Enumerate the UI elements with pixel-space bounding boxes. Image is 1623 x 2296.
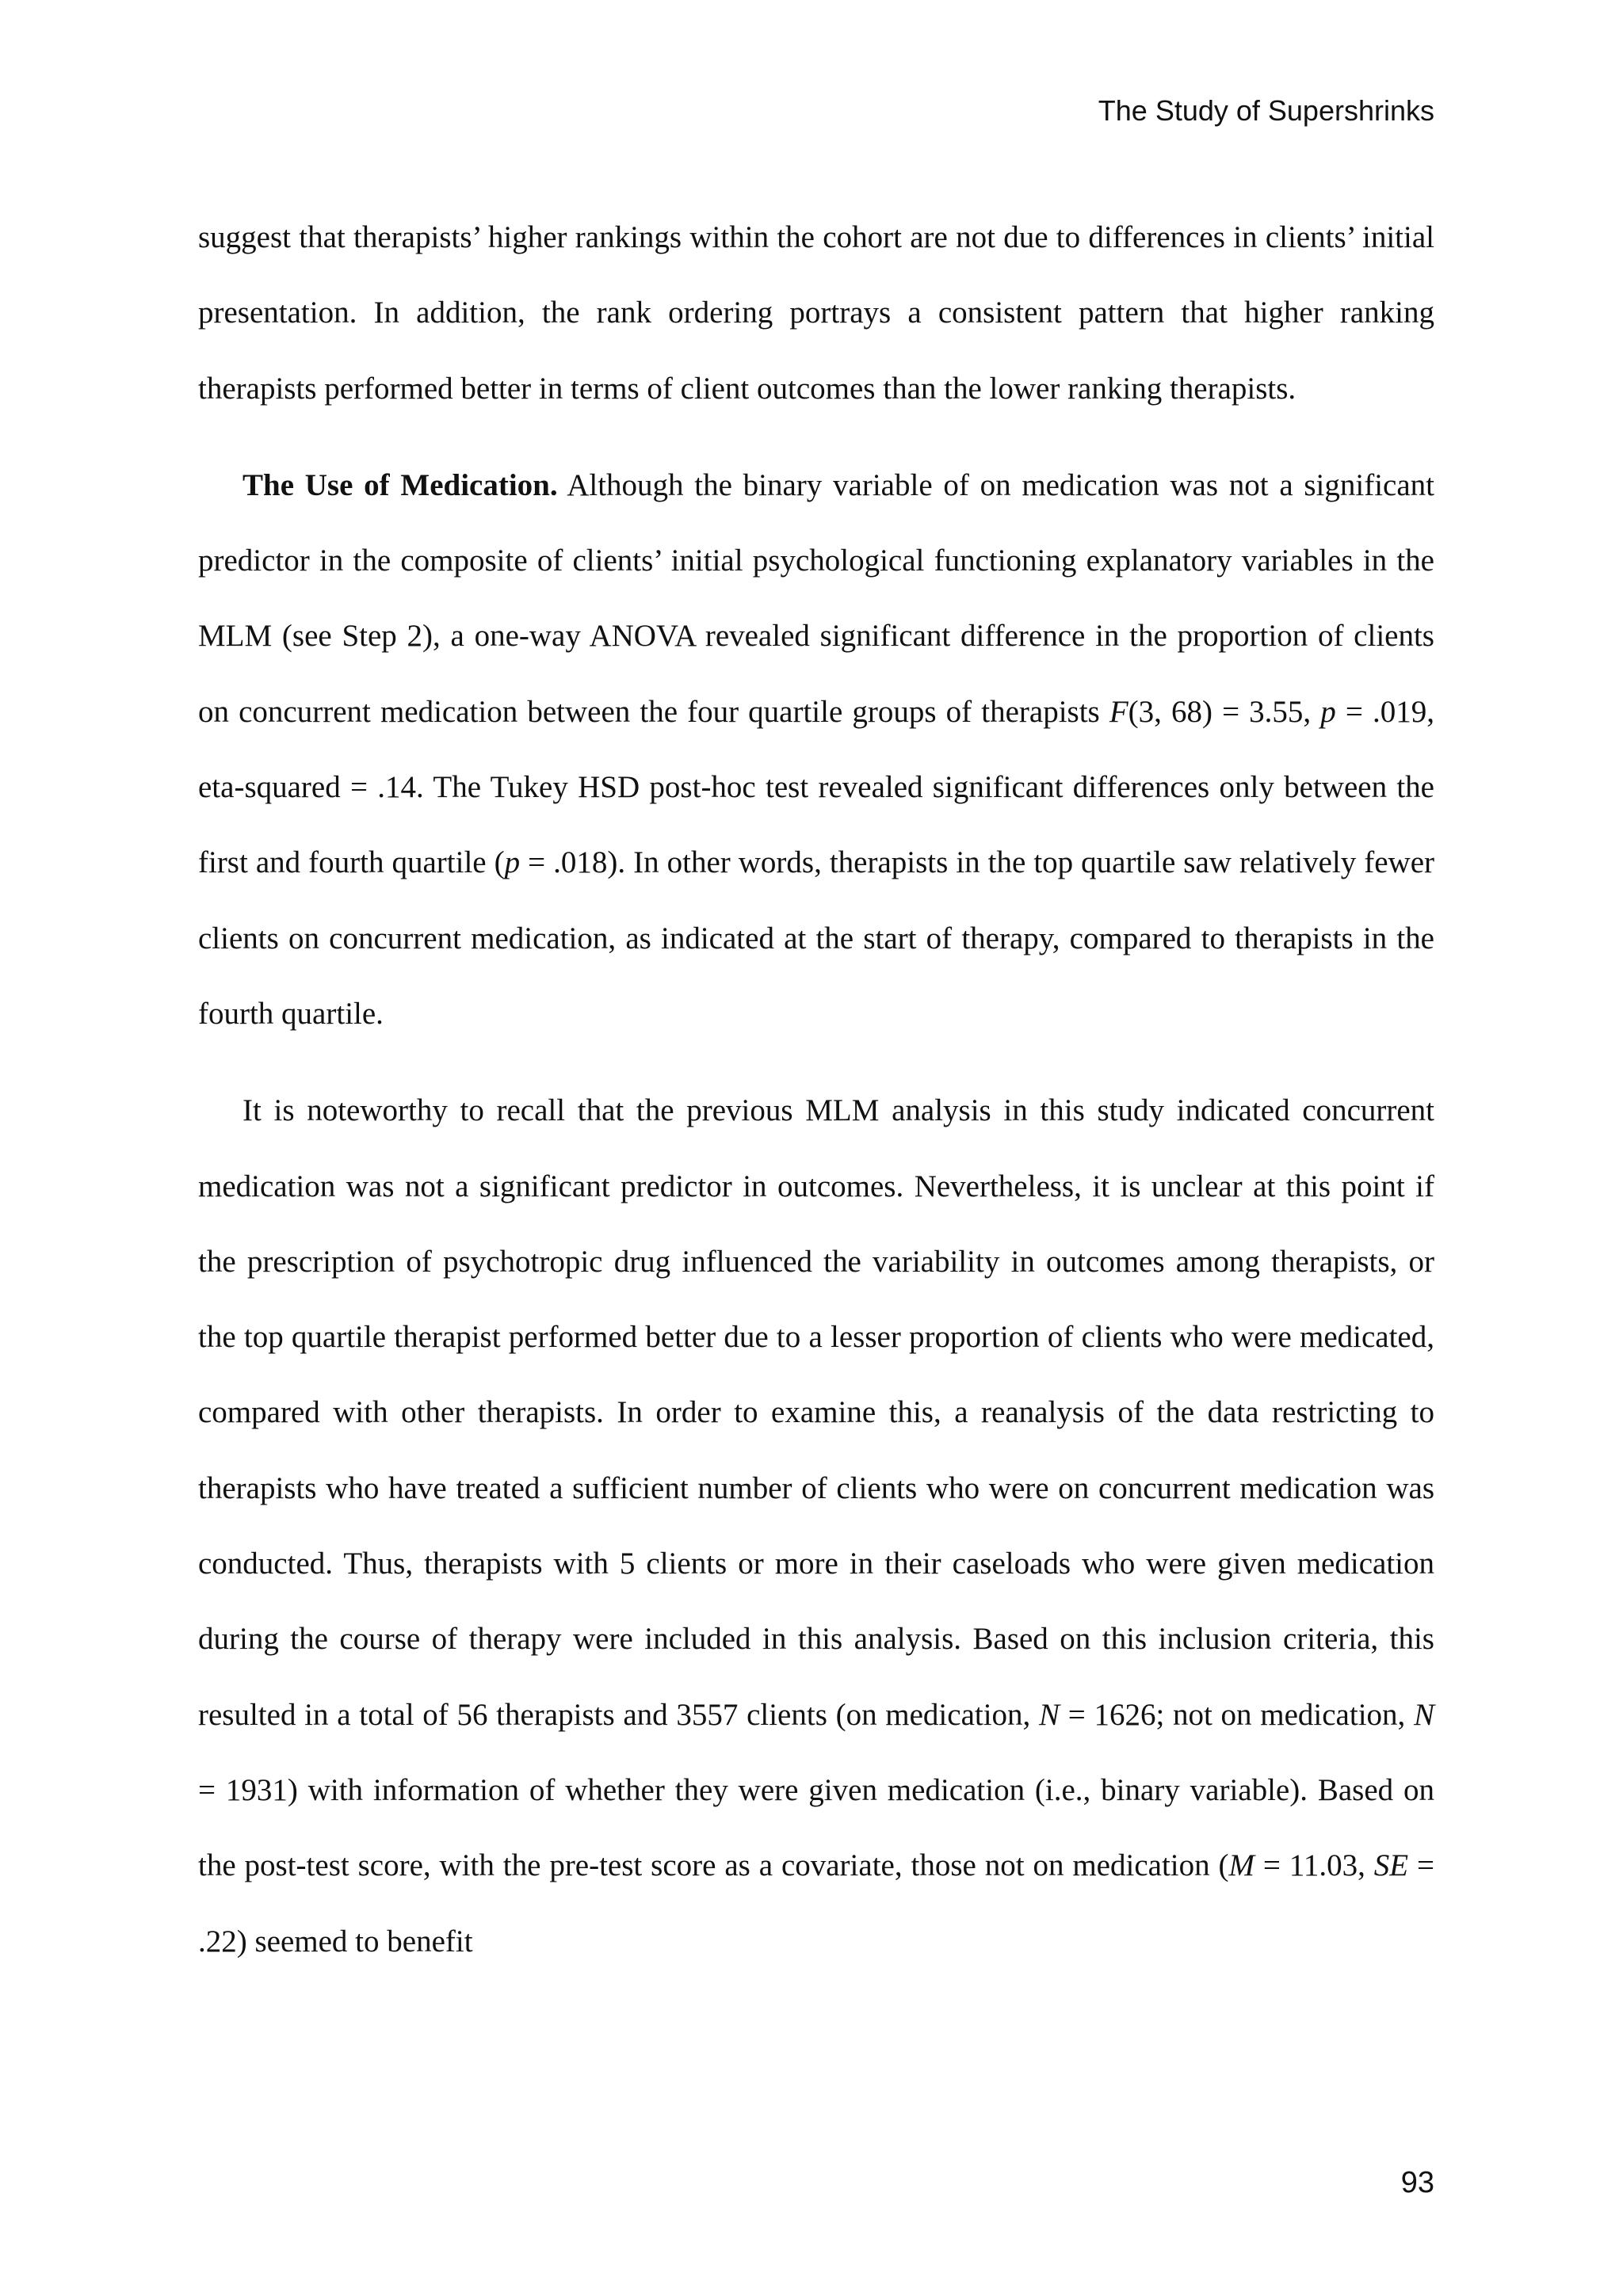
text-run: = .019, eta-squared = .14. The Tukey HSD post-hoc test revealed significant differences only between the first and fourth quartile ( xyxy=(198,694,1434,880)
text-run: = 11.03, xyxy=(1254,1848,1374,1883)
stat-symbol-p: p xyxy=(1320,694,1336,729)
section-heading-medication: The Use of Medication. xyxy=(242,467,558,502)
stat-symbol-m: M xyxy=(1228,1848,1255,1883)
text-run: = .22) seemed to benefit xyxy=(198,1848,1434,1958)
text-run: = .018). In other words, therapists in the top quartile saw relatively fewer clients on concurrent medication, as indicated at the start of therapy, compared to therapists in the fourth quartile. xyxy=(198,845,1434,1031)
stat-symbol-p: p xyxy=(504,845,521,880)
text-run: Although the binary variable of on medication was not a significant predictor in the composite of clients’ initial psychological functioning explanatory variables in the MLM (see Step 2), a one-way ANOVA revealed significant difference in the proportion of clients on concurrent medication between the four quartile groups of therapists xyxy=(198,467,1435,729)
text-run: It is noteworthy to recall that the previous MLM analysis in this study indicated concurrent medication was not a significant predictor in outcomes. Nevertheless, it is unclear at this point if the prescription of psychotropic drug influenced the variability in outcomes among therapists, or the top quartile therapist performed better due to a lesser proportion of clients who were medicated, compared with other therapists. In order to examine this, a reanalysis of the data restricting to therapists who have treated a sufficient number of clients who were on concurrent medication was conducted. Thus, therapists with 5 clients or more in their caseloads who were given medication during the course of therapy were included in this analysis. Based on this inclusion criteria, this resulted in a total of 56 therapists and 3557 clients (on medication, xyxy=(198,1093,1434,1732)
text-run: (3, 68) = 3.55, xyxy=(1128,694,1321,729)
text-run: = 1626; not on medication, xyxy=(1060,1697,1414,1732)
running-header-title: The Study of Supershrinks xyxy=(1098,94,1434,127)
paragraph-continuation: suggest that therapists’ higher rankings within the cohort are not due to differences in clients’ initial presentation. In addition, the rank ordering portrays a consistent pattern that higher ranking therapists performed better in terms of client outcomes than the lower ranking therapists. xyxy=(198,220,1434,406)
stat-symbol-n: N xyxy=(1414,1697,1435,1732)
stat-symbol-se: SE xyxy=(1373,1848,1409,1883)
page-number: 93 xyxy=(1400,2166,1434,2199)
document-body xyxy=(198,200,1434,1979)
paragraph-reanalysis xyxy=(198,1073,1434,1979)
text-run: = 1931) with information of whether they were given medication (i.e., binary variable). Based on the post-test score, with the pre-test score as a covariate, those not on medication ( xyxy=(198,1772,1434,1883)
stat-symbol-f: F xyxy=(1109,694,1128,729)
paragraph-medication xyxy=(198,448,1434,1051)
stat-symbol-n: N xyxy=(1039,1697,1060,1732)
